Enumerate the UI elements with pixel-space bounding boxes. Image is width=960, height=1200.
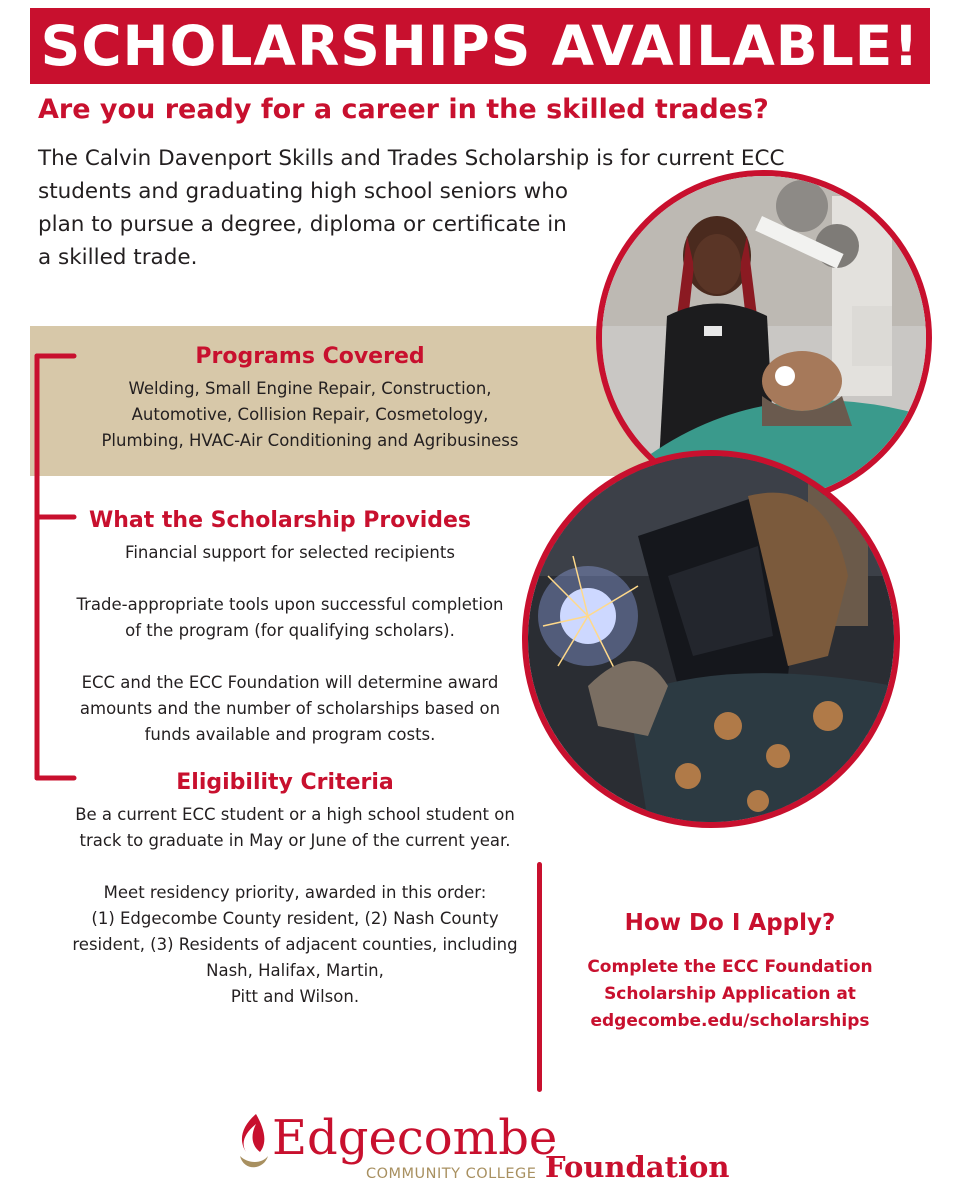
eligibility-line: (1) Edgecombe County resident, (2) Nash County: [91, 909, 499, 928]
page-title: SCHOLARSHIPS AVAILABLE!: [40, 14, 920, 78]
eligibility-line: track to graduate in May or June of the current year.: [79, 831, 511, 850]
provides-body: [40, 540, 540, 748]
title-banner: [30, 8, 930, 84]
logo-subtitle: COMMUNITY COLLEGE: [366, 1166, 537, 1182]
programs-heading: Programs Covered: [195, 344, 425, 369]
eligibility-line: Nash, Halifax, Martin,: [206, 961, 384, 980]
programs-list: [40, 376, 580, 454]
eligibility-line: Pitt and Wilson.: [230, 987, 360, 1006]
apply-heading: How Do I Apply?: [624, 910, 836, 936]
programs-line: Welding, Small Engine Repair, Construction,: [128, 379, 492, 398]
eligibility-line: resident, (3) Residents of adjacent counties, including: [72, 935, 518, 954]
eligibility-line: Be a current ECC student or a high school student on: [75, 805, 515, 824]
provides-line: ECC and the ECC Foundation will determine award: [81, 673, 499, 692]
provides-line: Trade-appropriate tools upon successful completion: [76, 595, 504, 614]
intro-line: plan to pursue a degree, diploma or certificate in: [38, 212, 567, 237]
subtitle: Are you ready for a career in the skilled trades?: [38, 94, 769, 125]
intro-line: The Calvin Davenport Skills and Trades Scholarship is for current ECC: [38, 146, 785, 171]
welding-photo-image: [528, 456, 894, 822]
provides-line: funds available and program costs.: [144, 725, 436, 744]
provides-line: Financial support for selected recipients: [125, 543, 455, 562]
eligibility-line: Meet residency priority, awarded in this order:: [103, 883, 487, 902]
logo-foundation: Foundation: [545, 1150, 730, 1184]
provides-line: amounts and the number of scholarships based on: [79, 699, 501, 718]
cosmetology-photo-image: [602, 176, 926, 500]
logo-name: Edgecombe: [272, 1110, 558, 1166]
apply-line: Scholarship Application at: [604, 984, 856, 1004]
eligibility-body: [20, 802, 570, 1010]
intro-line: students and graduating high school seniors who: [38, 179, 569, 204]
divider-line: [537, 862, 542, 1092]
cosmetology-photo: [596, 170, 932, 506]
provides-line: of the program (for qualifying scholars).: [125, 621, 455, 640]
intro-line: a skilled trade.: [38, 245, 198, 270]
welding-photo: [522, 450, 900, 828]
flame-logo-icon: [234, 1112, 270, 1176]
programs-line: Plumbing, HVAC-Air Conditioning and Agribusiness: [101, 431, 519, 450]
programs-line: Automotive, Collision Repair, Cosmetology,: [131, 405, 489, 424]
apply-line: Complete the ECC Foundation: [587, 957, 873, 977]
eligibility-heading: Eligibility Criteria: [176, 770, 394, 795]
apply-body: [560, 954, 900, 1035]
provides-heading: What the Scholarship Provides: [88, 508, 472, 533]
apply-link[interactable]: edgecombe.edu/scholarships: [590, 1011, 870, 1031]
